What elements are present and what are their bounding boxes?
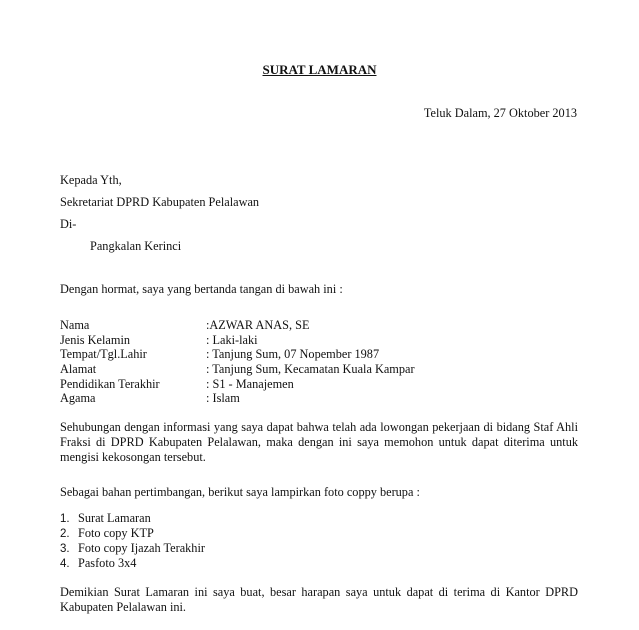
list-item <box>60 526 154 542</box>
identity-label: Jenis Kelamin <box>60 333 131 347</box>
recipient-di: Di- <box>60 217 77 231</box>
list-text: Foto copy KTP <box>78 526 154 540</box>
identity-label: Alamat <box>60 362 97 376</box>
list-text: Surat Lamaran <box>78 511 151 525</box>
letter-title: SURAT LAMARAN <box>262 62 377 77</box>
identity-value: : S1 - Manajemen <box>206 377 294 391</box>
identity-value: : Islam <box>206 391 240 405</box>
identity-label: Pendidikan Terakhir <box>60 377 160 391</box>
identity-value: : Tanjung Sum, Kecamatan Kuala Kampar <box>206 362 415 376</box>
identity-label: Tempat/Tgl.Lahir <box>60 347 147 361</box>
list-text: Pasfoto 3x4 <box>78 556 137 570</box>
date-line: Teluk Dalam, 27 Oktober 2013 <box>423 106 577 120</box>
list-number: 4. <box>60 558 70 570</box>
identity-value: : Laki-laki <box>206 333 258 347</box>
list-item <box>60 556 136 572</box>
list-item <box>60 511 151 527</box>
identity-label: Nama <box>60 318 90 332</box>
list-number: 1. <box>60 513 70 525</box>
list-number: 3. <box>60 543 70 555</box>
opening-line: Dengan hormat, saya yang bertanda tangan di bawah ini : <box>60 282 343 296</box>
closing-paragraph: Demikian Surat Lamaran ini saya buat, besar harapan saya untuk dapat di terima di Kantor DPRD Kabupaten Pelalawan ini. <box>60 585 578 614</box>
recipient-institution: Sekretariat DPRD Kabupaten Pelalawan <box>60 195 260 209</box>
list-text: Foto copy Ijazah Terakhir <box>78 541 205 555</box>
list-number: 2. <box>60 528 70 540</box>
identity-label: Agama <box>60 391 96 405</box>
recipient-greeting: Kepada Yth, <box>60 173 122 187</box>
recipient-location: Pangkalan Kerinci <box>90 239 182 253</box>
paragraph-attachments-intro: Sebagai bahan pertimbangan, berikut saya lampirkan foto coppy berupa : <box>60 485 420 499</box>
identity-value: :AZWAR ANAS, SE <box>206 318 310 332</box>
paragraph-request: Sehubungan dengan informasi yang saya dapat bahwa telah ada lowongan pekerjaan di bidang Staf Ahli Fraksi di DPRD Kabupaten Pelalawan, maka dengan ini saya memohon untuk dapat diterima untuk mengisi kekosongan tersebut. <box>60 420 578 464</box>
list-item <box>60 541 205 557</box>
identity-value: : Tanjung Sum, 07 Nopember 1987 <box>206 347 380 361</box>
